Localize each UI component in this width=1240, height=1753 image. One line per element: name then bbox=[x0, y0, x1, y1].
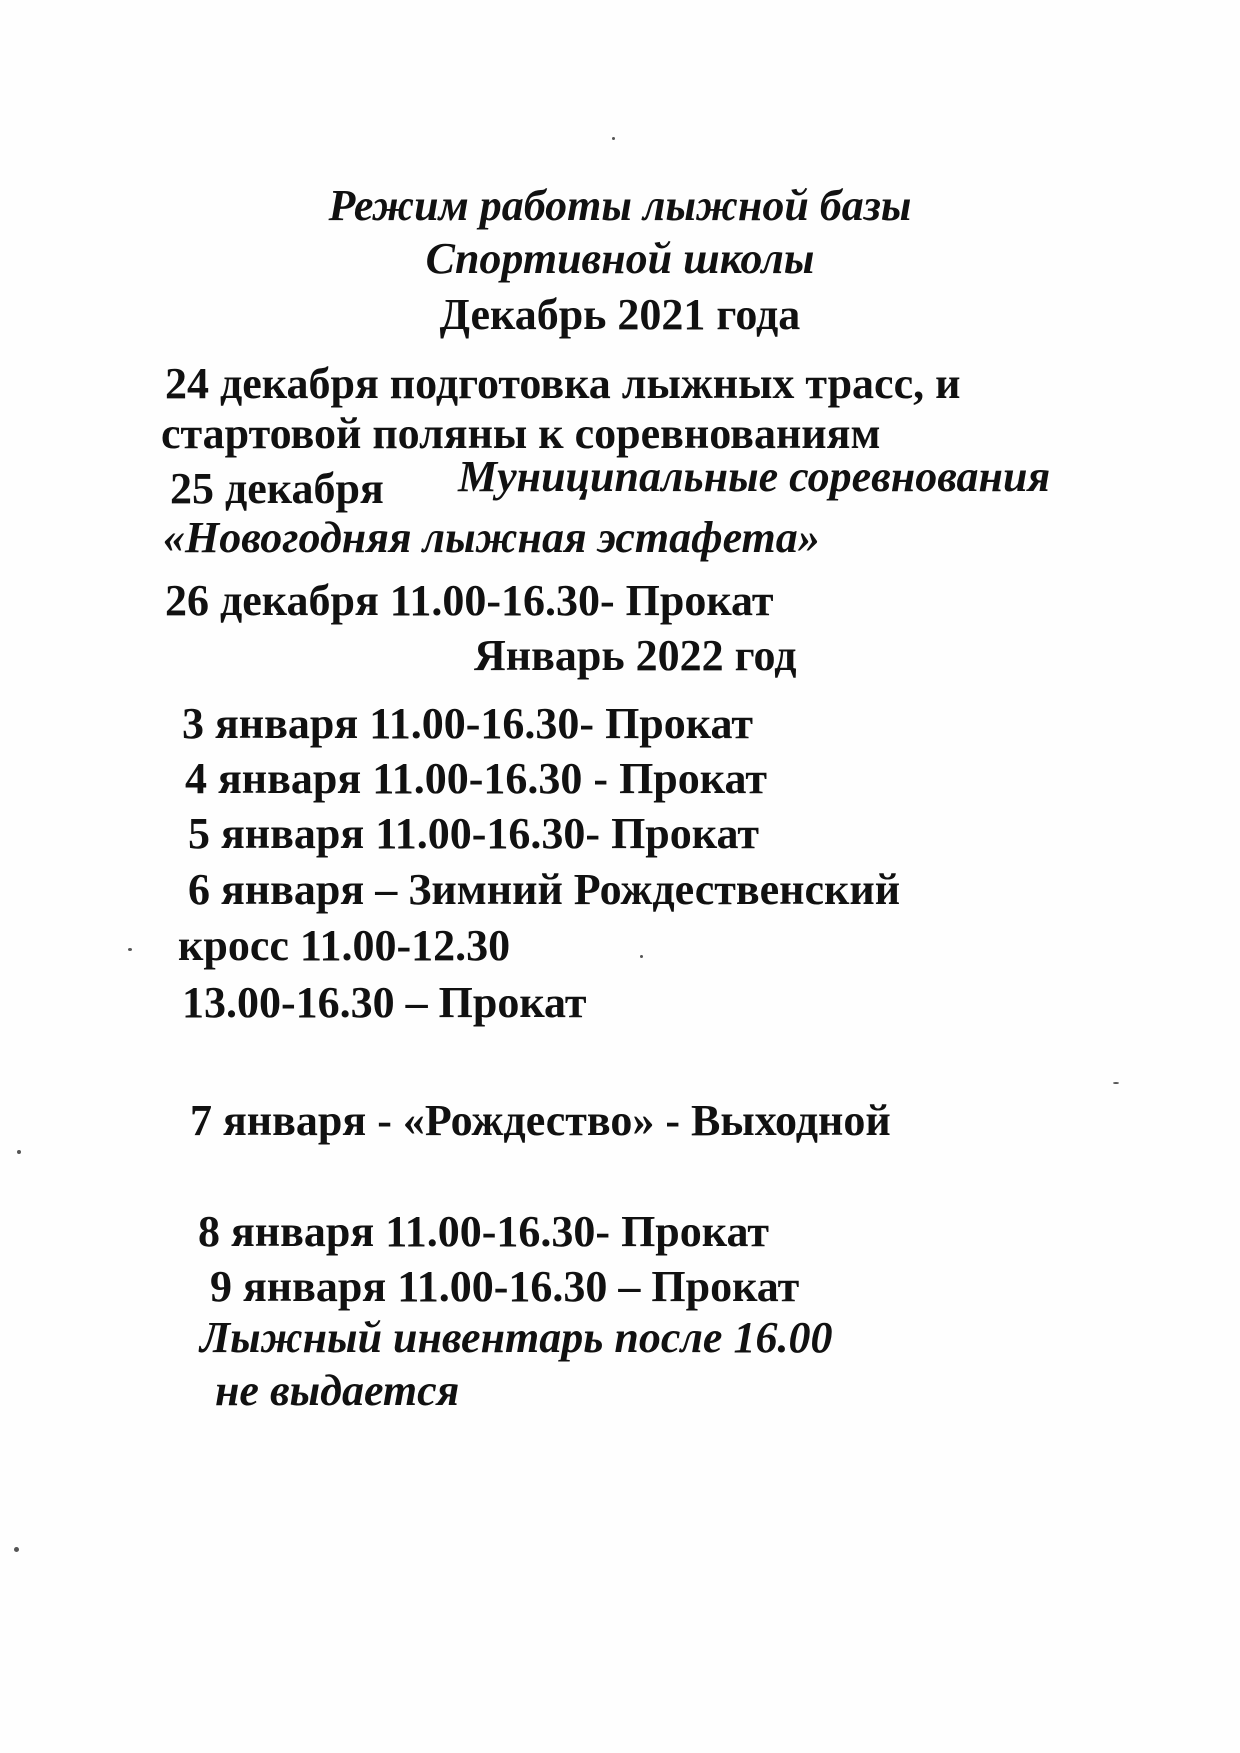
december-entry-24: 24 декабря подготовка лыжных трасс, и bbox=[165, 359, 961, 408]
scan-speck bbox=[1113, 1082, 1119, 1084]
december-entry-25-event: Муниципальные соревнования bbox=[458, 452, 1051, 501]
scan-speck bbox=[640, 955, 643, 958]
scan-speck bbox=[128, 948, 132, 951]
january-entry-5: 5 января 11.00-16.30- Прокат bbox=[188, 809, 759, 858]
note-line-1: Лыжный инвентарь после 16.00 bbox=[200, 1313, 833, 1362]
january-entry-4: 4 января 11.00-16.30 - Прокат bbox=[185, 754, 767, 803]
scan-speck bbox=[14, 1547, 19, 1552]
january-entry-9: 9 января 11.00-16.30 – Прокат bbox=[210, 1262, 800, 1311]
note-line-2: не выдается bbox=[215, 1366, 460, 1415]
title-line-1: Режим работы лыжной базы bbox=[328, 181, 912, 230]
scan-speck bbox=[612, 137, 615, 140]
december-entry-25-date: 25 декабря bbox=[170, 464, 384, 513]
january-entry-8: 8 января 11.00-16.30- Прокат bbox=[198, 1207, 769, 1256]
january-entry-6: 6 января – Зимний Рождественский bbox=[188, 865, 901, 914]
january-entry-3: 3 января 11.00-16.30- Прокат bbox=[182, 699, 753, 748]
january-heading: Январь 2022 год bbox=[474, 631, 797, 680]
scan-speck bbox=[17, 1150, 21, 1154]
january-entry-6-rental: 13.00-16.30 – Прокат bbox=[182, 978, 587, 1027]
title-line-2: Спортивной школы bbox=[425, 234, 815, 283]
january-entry-7: 7 января - «Рождество» - Выходной bbox=[190, 1096, 891, 1145]
january-entry-6-cont: кросс 11.00-12.30 bbox=[178, 921, 511, 970]
december-entry-24-cont: стартовой поляны к соревнованиям bbox=[161, 409, 881, 458]
december-entry-26: 26 декабря 11.00-16.30- Прокат bbox=[165, 576, 774, 625]
december-heading: Декабрь 2021 года bbox=[439, 290, 801, 339]
december-entry-25-event-name: «Новогодняя лыжная эстафета» bbox=[163, 513, 820, 562]
